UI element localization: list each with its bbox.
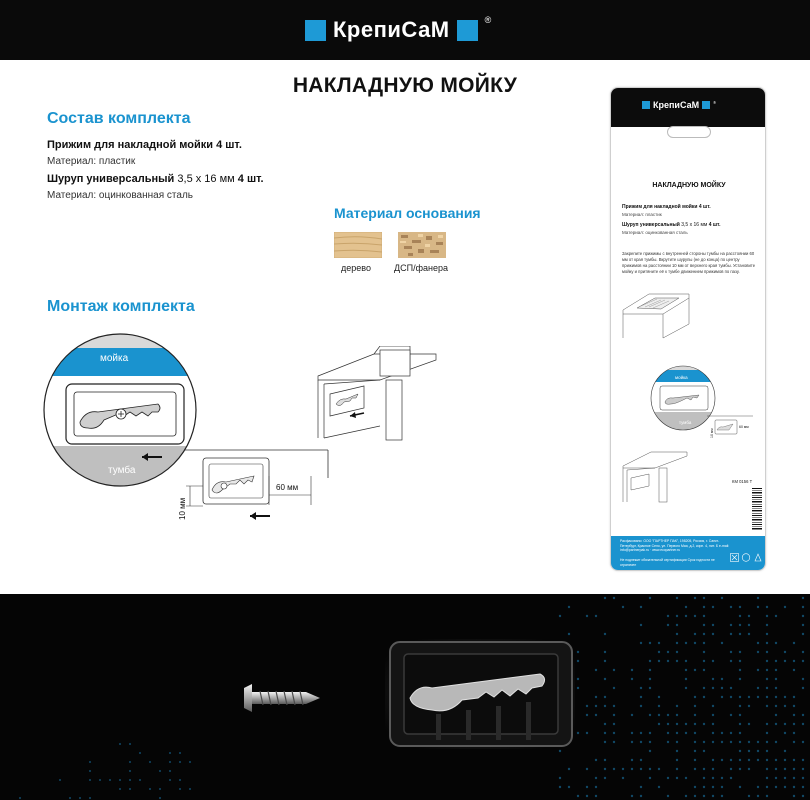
barcode-icon [752, 488, 762, 530]
package-instructions: Закрепите прижимы с внутренней стороны тумбы на расстоянии 60 мм от края тумбы. Вкрутите шурупы (не до конца) по центру прижимов на расстоянии 10 мм от верхнего края тумбы. Установите мойку и притяните её к тумбе движением прижимов по пазу. [622, 251, 756, 274]
package-card [610, 87, 766, 571]
package-header [611, 88, 766, 127]
header-bar [0, 0, 810, 60]
page-title: НАКЛАДНУЮ МОЙКУ [292, 74, 518, 97]
package-item-1-material: Материал: пластик [622, 212, 662, 217]
package-mount-diagram [649, 364, 759, 454]
sink-label: мойка [100, 353, 129, 364]
package-title: НАКЛАДНУЮ МОЙКУ [652, 182, 726, 189]
package-sink-sketch [621, 288, 691, 340]
package-brand-logo [642, 100, 716, 110]
package-dim-10-label: 10 мм [710, 428, 714, 438]
product-photo [0, 594, 810, 800]
brand-name: КрепиСаМ [333, 17, 450, 42]
package-item-1 [622, 204, 762, 210]
chipboard-label: ДСП/фанера [394, 263, 448, 273]
package-registered-mark: ® [713, 100, 717, 105]
package-cabinet-sketch [621, 448, 691, 504]
registered-mark: ® [484, 15, 492, 25]
mounting-heading: Монтаж комплекта [47, 298, 195, 315]
kit-item-1 [47, 139, 242, 151]
package-note: Не подлежит обязательной сертификации Срок годности не ограничен [620, 558, 715, 567]
cabinet-3d-diagram [314, 346, 444, 446]
mounting-diagram [40, 330, 340, 530]
dim-10-label: 10 мм [178, 497, 187, 520]
kit-item-1-name: Прижим для накладной мойки [47, 139, 213, 151]
kit-heading: Состав комплекта [47, 110, 191, 127]
package-item-2 [622, 222, 762, 228]
base-material-heading: Материал основания [334, 205, 481, 221]
package-sink-label: мойка [675, 375, 688, 380]
package-cabinet-label: тумба [679, 420, 692, 425]
logo-square-left-icon [305, 20, 326, 41]
kit-item-2-name: Шуруп универсальный [47, 173, 175, 185]
certification-icons [730, 553, 762, 562]
package-dim-60-label: 60 мм [739, 425, 749, 429]
package-hang-hole [667, 126, 711, 138]
package-item-2-material: Материал: оцинкованная сталь [622, 230, 688, 235]
logo-square-right-icon [457, 20, 478, 41]
kit-item-1-qty: 4 шт. [216, 139, 242, 151]
package-item-1-qty: 4 шт. [698, 204, 711, 210]
wood-label: дерево [341, 263, 371, 273]
dim-60-label: 60 мм [276, 483, 299, 492]
cabinet-label: тумба [108, 465, 136, 476]
kit-item-2-qty: 4 шт. [237, 173, 264, 185]
kit-item-2-material: Материал: оцинкованная сталь [47, 190, 193, 201]
wood-swatch-icon [334, 232, 382, 258]
package-item-1-name: Прижим для накладной мойки [622, 204, 698, 210]
package-item-2-qty: 4 шт. [708, 222, 721, 228]
package-address: Расфасовано: ООО "ПАРТНЕР ПАК", 198205, Россия, г. Санкт-Петербург, Красное Село, ул. Первого Мая, д.2, корп. 4, лит. Б e-mail: info@partnerpak.ru · www.ecopartner.ru [620, 539, 730, 552]
product-photo-art [0, 594, 810, 800]
package-logo-square-left-icon [642, 101, 650, 109]
package-brand-name: КрепиСаМ [653, 100, 700, 110]
package-code: КМ 0156 Т [732, 479, 753, 484]
kit-item-1-material: Материал: пластик [47, 156, 136, 167]
kit-item-2 [47, 173, 264, 185]
package-logo-square-right-icon [702, 101, 710, 109]
chipboard-swatch-icon [398, 232, 446, 258]
kit-item-2-size: 3,5 х 16 мм [177, 173, 235, 185]
brand-logo [305, 17, 491, 43]
package-item-2-size: 3,5 х 16 мм [681, 222, 708, 228]
package-item-2-name: Шуруп универсальный [622, 222, 680, 228]
